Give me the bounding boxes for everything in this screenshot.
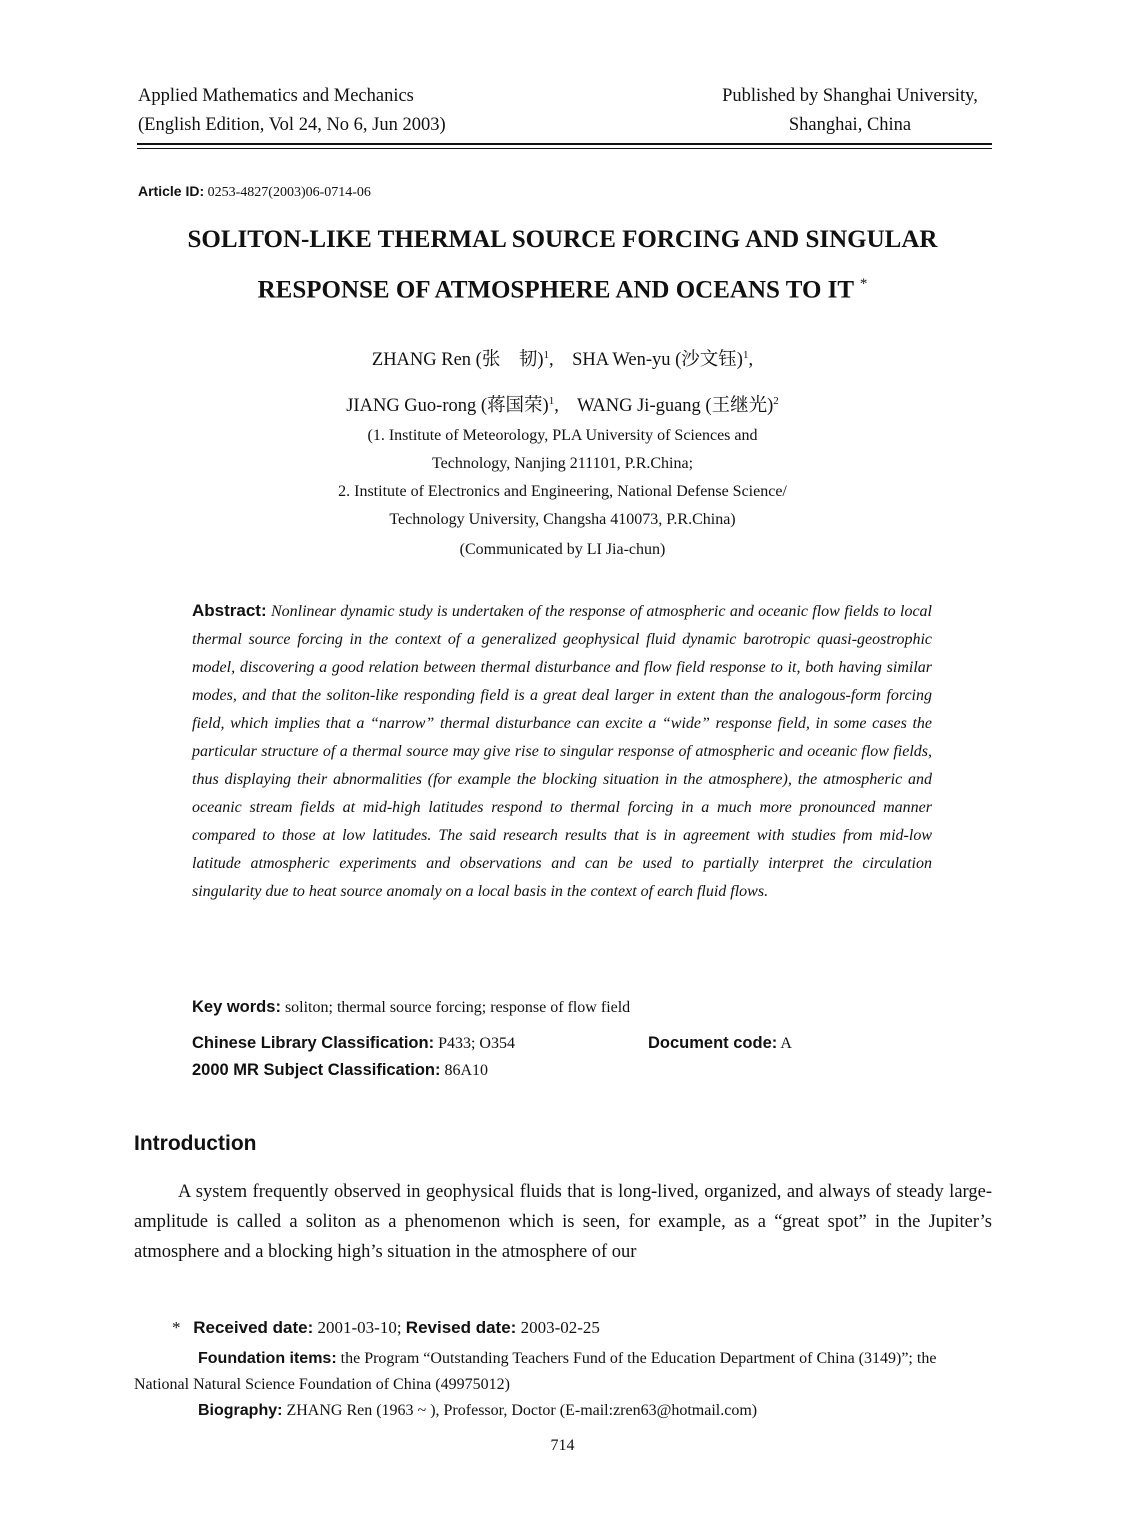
- article-id-value: 0253-4827(2003)06-0714-06: [207, 185, 371, 200]
- document-code: [648, 1034, 792, 1053]
- footnote-foundation: [134, 1346, 992, 1398]
- foundation-label: Foundation items:: [198, 1350, 337, 1367]
- running-header-left: [138, 82, 446, 140]
- footnote-dates: [172, 1318, 600, 1338]
- mr-value: 86A10: [444, 1062, 489, 1079]
- header-rule-thick: [137, 143, 992, 145]
- keywords: [192, 998, 630, 1017]
- publisher-line2: Shanghai, China: [788, 115, 912, 135]
- keywords-value: soliton; thermal source forcing; response of flow field: [284, 999, 631, 1016]
- document-code-value: A: [780, 1035, 792, 1052]
- author-name: WANG Ji-guang (王继光): [576, 396, 774, 417]
- title-line1: SOLITON-LIKE THERMAL SOURCE FORCING AND SINGULAR: [187, 226, 938, 253]
- biography-value: ZHANG Ren (1963 ~ ), Professor, Doctor (E-mail:zren63@hotmail.com): [286, 1402, 758, 1419]
- author-affiliation: 1: [742, 349, 749, 361]
- abstract-text: Nonlinear dynamic study is undertaken of the response of atmospheric and oceanic flow fields to local thermal source forcing in the context of a generalized geophysical fluid dynamic barotropic quasi-geostrophic model, discovering a good relation between thermal disturbance and flow field response to it, both having similar modes, and that the soliton-like responding field is a great deal larger in extent than the analogous-form forcing field, which implies that a “narrow” thermal disturbance can excite a “wide” response field, in some cases the particular structure of a thermal source may give rise to singular response of atmospheric and oceanic flow fields, thus displaying their abnormalities (for example the blocking situation in the atmosphere), the atmospheric and oceanic stream fields at mid-high latitudes respond to thermal forcing in a much more pronounced manner compared to those at low latitudes. The said research results that is in agreement with studies from mid-low latitude atmospheric experiments and observations and can be used to partially interpret the circulation singularity due to heat source anomaly on a local basis in the context of earch fluid flows.: [192, 603, 933, 900]
- chinese-library-classification: [192, 1034, 515, 1053]
- clc-value: P433; O354: [438, 1035, 515, 1052]
- footnote-biography: [198, 1402, 757, 1420]
- affiliation-line: 2. Institute of Electronics and Engineering, National Defense Science/: [338, 483, 787, 500]
- foundation-value: the Program “Outstanding Teachers Fund of the Education Department of China (3149)”; the National Natural Science Foundation of China (49975012): [134, 1350, 937, 1393]
- received-label: Received date:: [193, 1318, 314, 1337]
- section-heading-introduction: Introduction: [134, 1132, 257, 1155]
- title-footnote-mark: *: [859, 276, 868, 292]
- footnote-mark: *: [172, 1318, 181, 1337]
- abstract: [192, 597, 932, 906]
- communicated-by: (Communicated by LI Jia-chun): [459, 541, 666, 558]
- affiliation-line: Technology, Nanjing 211101, P.R.China;: [431, 455, 694, 472]
- header-rule-thin: [137, 148, 992, 149]
- mr-label: 2000 MR Subject Classification:: [192, 1061, 441, 1079]
- title-line2: RESPONSE OF ATMOSPHERE AND OCEANS TO IT: [257, 276, 854, 304]
- affiliation-line: Technology University, Changsha 410073, P.R.China): [389, 511, 736, 528]
- author-affiliation: 1: [548, 395, 555, 408]
- affiliation-line: (1. Institute of Meteorology, PLA University of Sciences and: [367, 427, 758, 444]
- journal-edition: (English Edition, Vol 24, No 6, Jun 2003): [138, 115, 446, 135]
- revised-value: 2003-02-25: [520, 1318, 600, 1337]
- article-id-label: Article ID:: [138, 183, 205, 199]
- author-list: ZHANG Ren (张 韧)$^1$, SHA Wen-yu (沙文钰)$^1$, JIANG Guo-rong (蒋国荣)$^1$, WANG Ji-guang (王继光)$^2$: [346, 349, 779, 417]
- author-name: JIANG Guo-rong (蒋国荣): [346, 396, 549, 417]
- introduction-paragraph: A system frequently observed in geophysical fluids that is long-lived, organized, and always of steady large-amplitude is called a soliton as a phenomenon which is seen, for example, as a “great spot” in the Jupiter’s atmosphere and a blocking high’s situation in the atmosphere of our: [134, 1182, 992, 1262]
- affiliations: [0, 422, 1125, 534]
- running-header-right: [700, 82, 1000, 140]
- mr-subject-classification: [192, 1061, 488, 1080]
- author-affiliation: 2: [773, 395, 779, 408]
- clc-label: Chinese Library Classification:: [192, 1034, 435, 1052]
- abstract-label: Abstract:: [192, 601, 267, 620]
- article-id: [138, 183, 371, 201]
- biography-label: Biography:: [198, 1402, 283, 1419]
- document-code-label: Document code:: [648, 1034, 778, 1052]
- received-value: 2001-03-10;: [317, 1318, 402, 1337]
- publisher-line1: Published by Shanghai University,: [722, 86, 978, 106]
- revised-label: Revised date:: [405, 1318, 517, 1337]
- author-name: SHA Wen-yu (沙文钰): [572, 350, 743, 371]
- page-number: 714: [550, 1437, 575, 1454]
- keywords-label: Key words:: [192, 998, 281, 1016]
- journal-name: Applied Mathematics and Mechanics: [138, 86, 414, 106]
- author-name: ZHANG Ren (张 韧): [371, 350, 544, 371]
- paper-title: [0, 218, 1125, 312]
- author-affiliation: 1: [543, 349, 550, 361]
